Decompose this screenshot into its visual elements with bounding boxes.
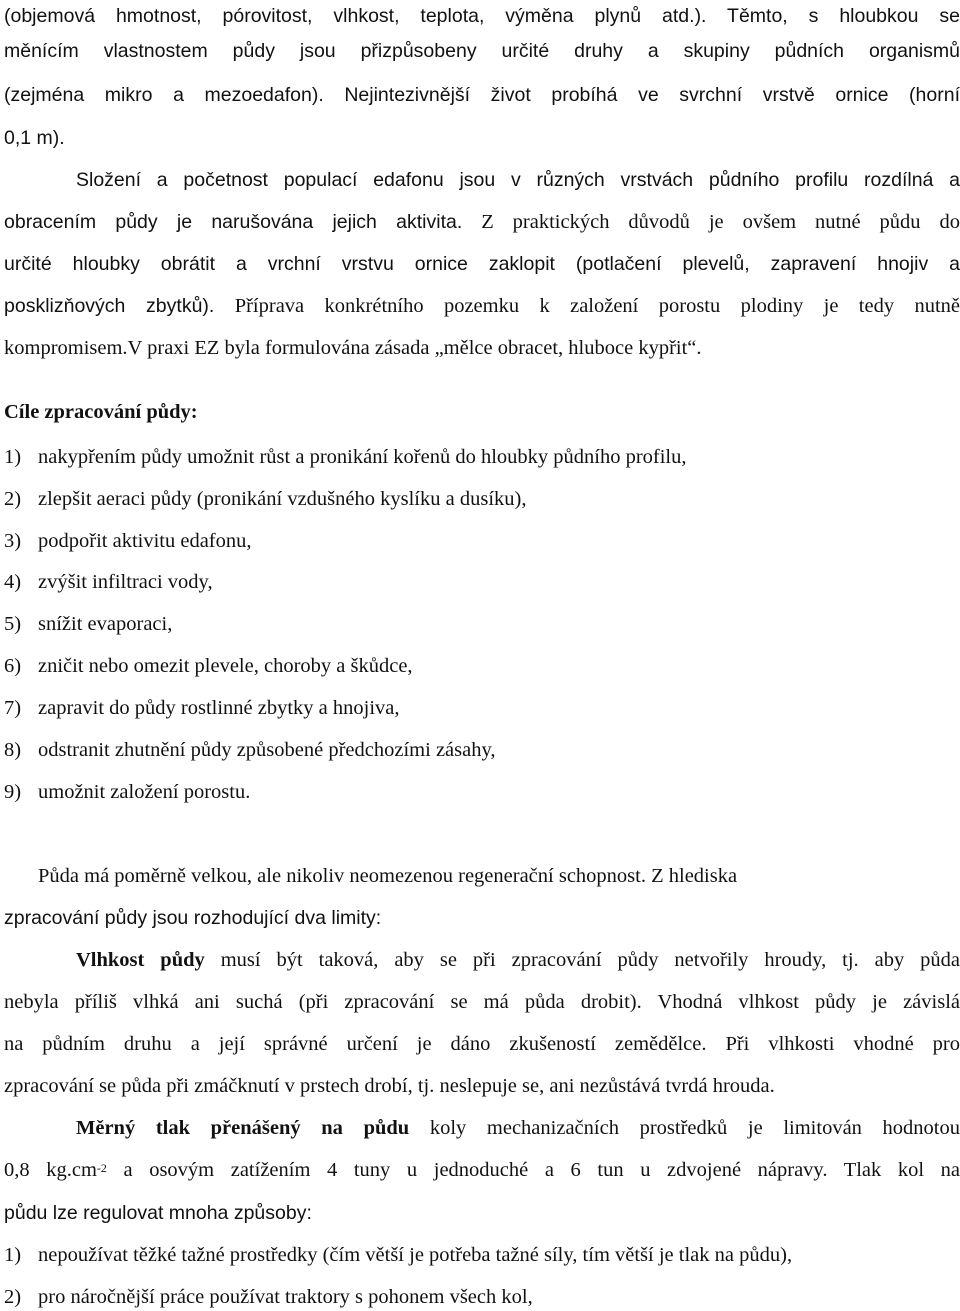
list-number: 2) xyxy=(4,488,22,510)
list-number: 8) xyxy=(4,739,22,761)
paragraph-line xyxy=(4,946,960,974)
list-text: pro náročnější práce používat traktory s pohonem všech kol, xyxy=(38,1286,533,1308)
list-item xyxy=(4,610,960,638)
text-run: musí být taková, aby se při zpracování půdy netvořily hroudy, tj. aby půda xyxy=(204,949,960,971)
list-text: nepoužívat těžké tažné prostředky (čím větší je potřeba tažné síly, tím větší je tlak na půdu), xyxy=(38,1244,793,1266)
paragraph-line xyxy=(4,1156,960,1184)
list-item xyxy=(4,443,960,471)
list-text: podpořit aktivitu edafonu, xyxy=(38,530,252,552)
list-text: zvýšit infiltraci vody, xyxy=(38,571,213,593)
list-text: zničit nebo omezit plevele, choroby a škůdce, xyxy=(38,655,413,677)
list-number: 5) xyxy=(4,613,22,635)
paragraph-line: určité hloubky obrátit a vrchní vrstvu ornice zaklopit (potlačení plevelů, zapravení hnojiv a xyxy=(4,253,960,275)
list-item xyxy=(4,736,960,764)
list-number: 2) xyxy=(4,1286,22,1308)
list-number: 9) xyxy=(4,781,22,803)
text-run: a osovým zatížením 4 tuny u jednoduché a 6 tun u zdvojené nápravy. Tlak kol na xyxy=(106,1159,960,1181)
list-number: 6) xyxy=(4,655,22,677)
text-run: Příprava konkrétního pozemku k založení porostu plodiny je tedy nutně xyxy=(214,295,960,317)
term-bold: Měrný tlak přenášený na půdu xyxy=(76,1117,410,1139)
section-heading: Cíle zpracování půdy: xyxy=(4,401,198,423)
paragraph-line: na půdním druhu a její správné určení je dáno zkušeností zemědělce. Při vlhkosti vhodné pro xyxy=(4,1033,960,1055)
list-item xyxy=(4,652,960,680)
list-text: nakypřením půdy umožnit růst a pronikání kořenů do hloubky půdního profilu, xyxy=(38,446,687,468)
list-text: zapravit do půdy rostlinné zbytky a hnojiva, xyxy=(38,697,400,719)
paragraph-line: měnícím vlastnostem půdy jsou přizpůsobeny určité druhy a skupiny půdních organismů xyxy=(4,40,960,62)
paragraph-line: (zejména mikro a mezoedafon). Nejintezivnější život probíhá ve svrchní vrstvě ornice (horní xyxy=(4,84,960,106)
list-number: 1) xyxy=(4,1244,22,1266)
list-item xyxy=(4,778,960,806)
paragraph-line: Složení a početnost populací edafonu jsou v různých vrstvách půdního profilu rozdílná a xyxy=(76,169,960,191)
term-bold: Vlhkost půdy xyxy=(76,949,205,971)
paragraph-line xyxy=(4,292,960,320)
paragraph-line xyxy=(4,1114,960,1142)
paragraph-line: půdu lze regulovat mnoha způsoby: xyxy=(4,1202,312,1224)
list-item xyxy=(4,1283,960,1311)
text-run: obracením půdy je narušována jejich aktivita. xyxy=(4,211,463,233)
text-run: 0,8 kg.cm xyxy=(4,1159,97,1181)
paragraph-line: nebyla příliš vlhká ani suchá (při zpracování se má půda drobit). Vhodná vlhkost půdy je závislá xyxy=(4,991,960,1013)
list-text: odstranit zhutnění půdy způsobené předchozími zásahy, xyxy=(38,739,496,761)
list-item xyxy=(4,1241,960,1269)
paragraph-line xyxy=(4,862,960,890)
paragraph-line: kompromisem.V praxi EZ byla formulována zásada „mělce obracet, hluboce kypřit“. xyxy=(4,337,702,359)
list-item xyxy=(4,485,960,513)
list-text: umožnit založení porostu. xyxy=(38,781,251,803)
paragraph-line: 0,1 m). xyxy=(4,127,65,149)
list-number: 7) xyxy=(4,697,22,719)
list-text: zlepšit aeraci půdy (pronikání vzdušného kyslíku a dusíku), xyxy=(38,488,527,510)
paragraph-line: zpracování půdy jsou rozhodující dva limity: xyxy=(4,907,382,929)
superscript: -2 xyxy=(96,1161,107,1175)
list-item xyxy=(4,568,960,596)
paragraph-line: zpracování se půda při zmáčknutí v prstech drobí, tj. neslepuje se, ani nezůstává tvrdá hrouda. xyxy=(4,1075,775,1097)
text-run: koly mechanizačních prostředků je limitován hodnotou xyxy=(409,1117,960,1139)
list-number: 3) xyxy=(4,530,22,552)
list-text: snížit evaporaci, xyxy=(38,613,173,635)
list-number: 4) xyxy=(4,571,22,593)
paragraph-line xyxy=(4,208,960,236)
list-number: 1) xyxy=(4,446,22,468)
list-item xyxy=(4,694,960,722)
text-run: posklizňových zbytků). xyxy=(4,295,215,317)
text-run: Půda má poměrně velkou, ale nikoliv neomezenou regenerační schopnost. Z hlediska xyxy=(38,865,738,887)
paragraph-line: (objemová hmotnost, pórovitost, vlhkost, teplota, výměna plynů atd.). Těmto, s hloubkou se xyxy=(4,5,960,27)
text-run: Z praktických důvodů je ovšem nutné půdu do xyxy=(462,211,960,233)
list-item xyxy=(4,527,960,555)
